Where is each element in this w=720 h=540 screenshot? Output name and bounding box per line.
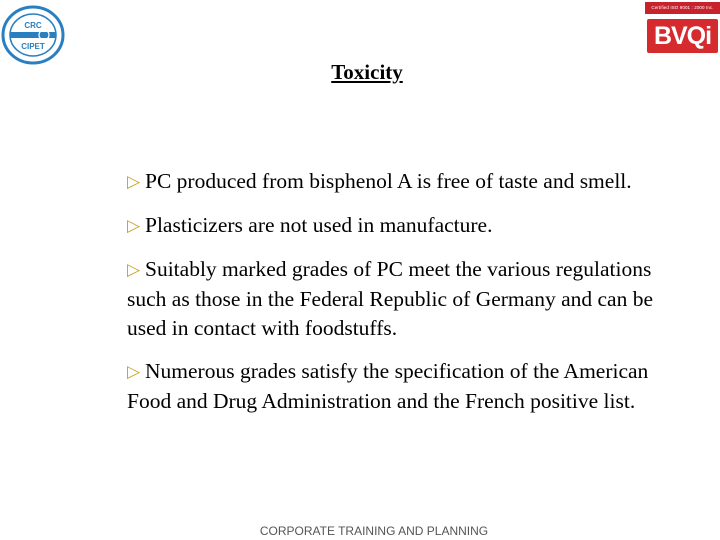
- bullet-arrow-icon: ▷: [127, 260, 141, 280]
- bvqi-brand-text: BVQi: [653, 22, 712, 50]
- bullet-item: [127, 167, 667, 197]
- logo-top-text: CRC: [24, 21, 42, 30]
- bullet-arrow-icon: ▷: [127, 362, 141, 382]
- bullet-list: [127, 167, 667, 430]
- bvqi-badge: [647, 19, 718, 53]
- bullet-text: Numerous grades satisfy the specification of the American Food and Drug Administration and the French positive list.: [127, 359, 649, 413]
- bullet-text: Suitably marked grades of PC meet the various regulations such as those in the Federal Republic of Germany and can be used in contact with foodstuffs.: [127, 257, 653, 340]
- footer-text: CORPORATE TRAINING AND PLANNING: [259, 524, 489, 538]
- bullet-item: [127, 255, 667, 343]
- logo-bottom-text: CIPET: [21, 42, 45, 51]
- cipet-logo: [0, 4, 66, 66]
- certification-text: Certified ISO 9001 : 2000 Inc.: [645, 2, 720, 14]
- bullet-arrow-icon: ▷: [127, 216, 141, 236]
- bullet-arrow-icon: ▷: [127, 172, 141, 192]
- bullet-text: Plasticizers are not used in manufacture.: [145, 213, 493, 237]
- bullet-item: [127, 211, 667, 241]
- slide-title: Toxicity: [331, 60, 403, 84]
- bvqi-logo: [645, 2, 720, 54]
- bullet-item: [127, 357, 667, 416]
- bullet-text: PC produced from bisphenol A is free of taste and smell.: [145, 169, 632, 193]
